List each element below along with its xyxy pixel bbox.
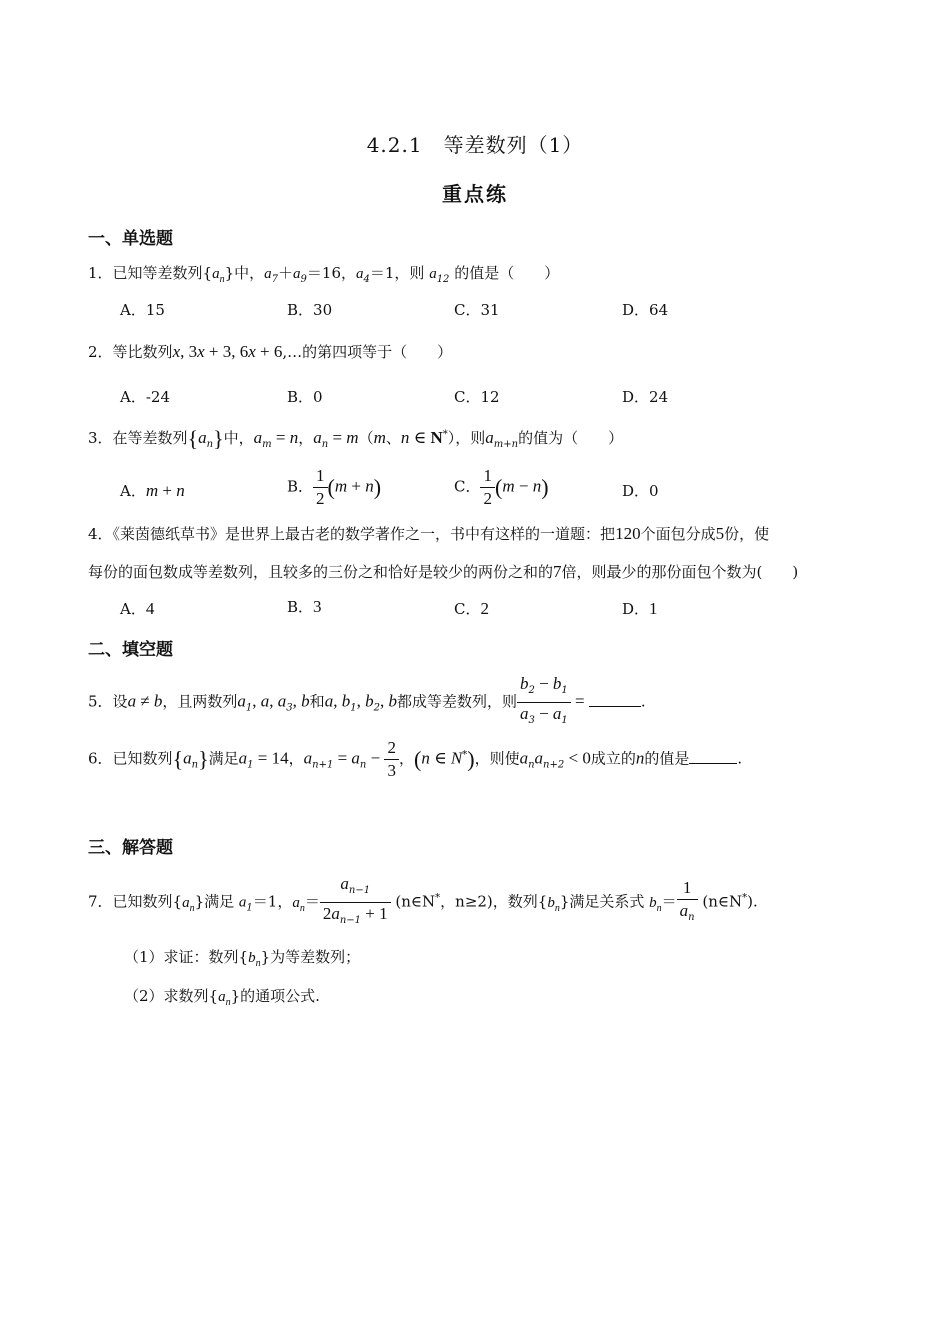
page-subtitle: 重点练 <box>442 182 508 206</box>
q3-option-d[interactable]: D．0 <box>622 482 659 500</box>
section-heading-solution: 三、解答题 <box>88 838 173 858</box>
q1-option-d[interactable]: D．64 <box>622 301 669 319</box>
q2-option-c[interactable]: C．12 <box>454 388 500 406</box>
question-2: 2．等比数列x, 3x + 3, 6x + 6,…的第四项等于（ ） <box>88 342 453 361</box>
section-heading-fill-blank: 二、填空题 <box>88 640 173 660</box>
q3-option-c[interactable]: C． $\frac{1}{2}$ (m − n) <box>454 466 549 508</box>
question-7-part-2: （2）求数列$\{a_n\}$的通项公式. <box>124 987 320 1008</box>
question-3: 3．在等差数列$\{a_n\}$中，$a_m = n$，$a_n = m(m$、n ∈ N*），则$a_{m+n}$的值为（ ） <box>88 426 624 451</box>
q4-option-b[interactable]: B．3 <box>287 597 322 616</box>
question-7-part-1: （1）求证：数列$\{b_n\}$为等差数列； <box>124 948 361 969</box>
q2-option-a[interactable]: A．-24 <box>120 388 170 406</box>
q1-option-a[interactable]: A．15 <box>120 301 165 319</box>
section-heading-single-choice: 一、单选题 <box>88 229 173 249</box>
q6-answer-blank[interactable] <box>689 749 737 764</box>
question-6: 6．已知数列$\{a_n\}$满足$a_1 = 14$，$a_{n+1} = a_n$ − $\frac{2}{3}$ ，(n ∈ N*)，则使$a_na_{n+2} < 0$成立的n的值是 . <box>88 738 743 780</box>
q5-answer-blank[interactable] <box>589 692 641 707</box>
q3-option-a[interactable]: A．m + n <box>120 481 185 500</box>
q1-option-c[interactable]: C．31 <box>454 301 500 319</box>
q3-option-b[interactable]: B． $\frac{1}{2}$ (m + n) <box>287 466 382 508</box>
q1-option-b[interactable]: B．30 <box>287 301 333 319</box>
q2-option-d[interactable]: D．24 <box>622 388 669 406</box>
question-7: 7．已知数列$\{a_n\}$满足 $a_1=1$，$a_n=$ $\frac{a_{n-1}}{2a_{n-1} + 1}$ (n∈N*，n≥2)，数列$\{b_n\}$满足关系式 $b_n=$ $\frac{1}{a_n}$ (n∈N*). <box>88 874 758 926</box>
q2-option-b[interactable]: B．0 <box>287 388 323 406</box>
question-1: 1．已知等差数列$\{a_n\}$中，$a_7+a_9=16$，$a_4=1$，则 $a_{12}$ 的值是（ ） <box>88 264 560 285</box>
q4-option-c[interactable]: C．2 <box>454 599 489 618</box>
q4-option-a[interactable]: A．4 <box>120 599 155 618</box>
q4-option-d[interactable]: D．1 <box>622 599 658 618</box>
page-title: 4.2.1 等差数列（1） <box>366 133 584 157</box>
question-4-line-1: 4．《莱茵德纸草书》是世界上最古老的数学著作之一，书中有这样的一道题：把120个面包分成5份，使 <box>88 524 770 543</box>
question-5: 5．设a ≠ b，且两数列$a_1$, a, $a_3$, b和a, $b_1$, $b_2$, b都成等差数列，则 $\frac{b_2 - b_1}{a_3 - a_1}$ = . <box>88 674 646 726</box>
question-4-line-2: 每份的面包数成等差数列，且较多的三份之和恰好是较少的两份之和的7倍，则最少的那份面包个数为( ) <box>88 562 799 581</box>
